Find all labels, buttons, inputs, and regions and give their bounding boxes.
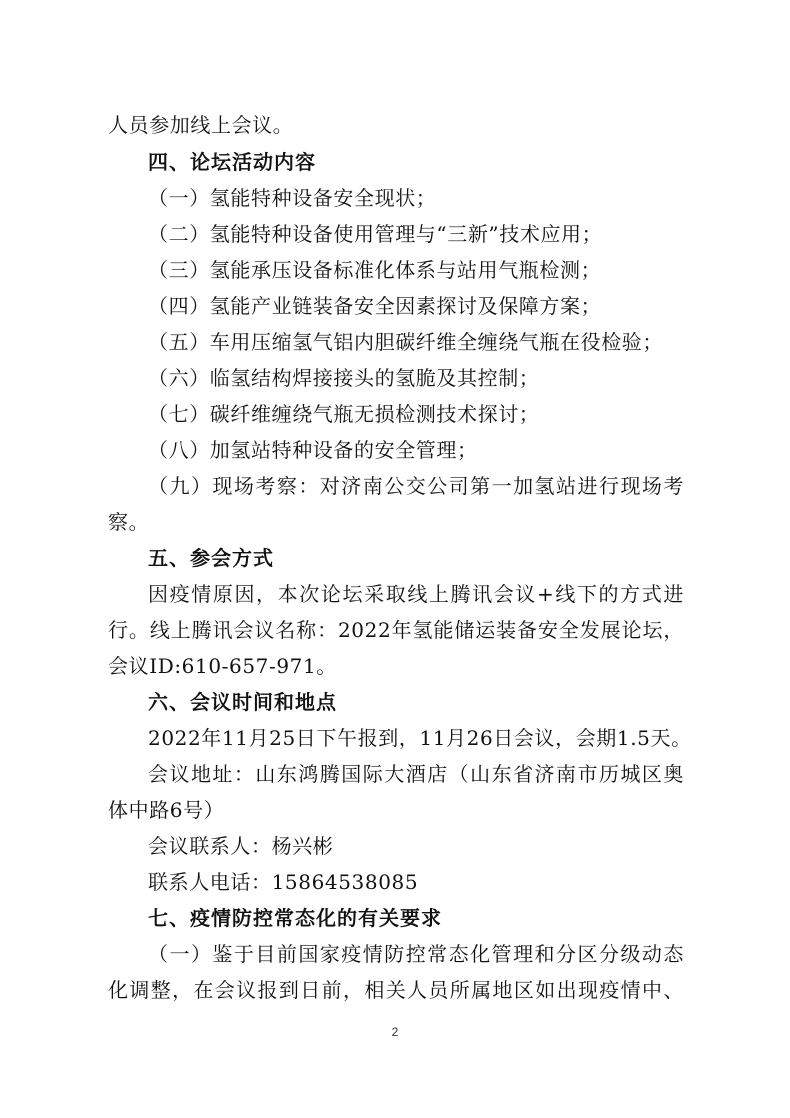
list-item-continuation: 察。 (108, 510, 150, 534)
paragraph-line: 体中路6号） (108, 798, 225, 822)
paragraph-line: （一）鉴于目前国家疫情防控常态化管理和分区分级动态 (148, 942, 684, 966)
paragraph-line: 会议ID:610-657-971。 (108, 654, 337, 678)
page-number: 2 (391, 1025, 399, 1039)
list-item: （三）氢能承压设备标准化体系与站用气瓶检测； (148, 258, 602, 282)
paragraph-continuation: 人员参加线上会议。 (108, 113, 294, 137)
section-heading-6: 六、会议时间和地点 (148, 690, 337, 714)
paragraph-line: 因疫情原因，本次论坛采取线上腾讯会议+线下的方式进 (148, 582, 684, 606)
section-heading-4: 四、论坛活动内容 (148, 150, 316, 174)
list-item: （一）氢能特种设备安全现状； (148, 186, 437, 210)
paragraph-line: 会议地址：山东鸿腾国际大酒店（山东省济南市历城区奥 (148, 762, 684, 786)
contact-person: 会议联系人：杨兴彬 (148, 834, 334, 858)
paragraph-line: 行。线上腾讯会议名称：2022年氢能储运装备安全发展论坛， (108, 618, 684, 642)
list-item: （八）加氢站特种设备的安全管理； (148, 438, 478, 462)
list-item: （二）氢能特种设备使用管理与“三新”技术应用； (148, 222, 603, 246)
section-heading-5: 五、参会方式 (148, 546, 274, 570)
list-item: （四）氢能产业链装备安全因素探讨及保障方案； (148, 294, 602, 318)
paragraph-line: 化调整，在会议报到日前，相关人员所属地区如出现疫情中、 (108, 978, 684, 1002)
list-item: （六）临氢结构焊接接头的氢脆及其控制； (148, 366, 540, 390)
list-item: （九）现场考察：对济南公交公司第一加氢站进行现场考 (148, 474, 684, 498)
paragraph-line: 2022年11月25日下午报到，11月26日会议，会期1.5天。 (148, 726, 692, 750)
list-item: （五）车用压缩氢气铝内胆碳纤维全缠绕气瓶在役检验； (148, 330, 663, 354)
contact-phone: 联系人电话：15864538085 (148, 870, 419, 894)
section-heading-7: 七、疫情防控常态化的有关要求 (148, 906, 442, 930)
list-item: （七）碳纤维缠绕气瓶无损检测技术探讨； (148, 402, 540, 426)
